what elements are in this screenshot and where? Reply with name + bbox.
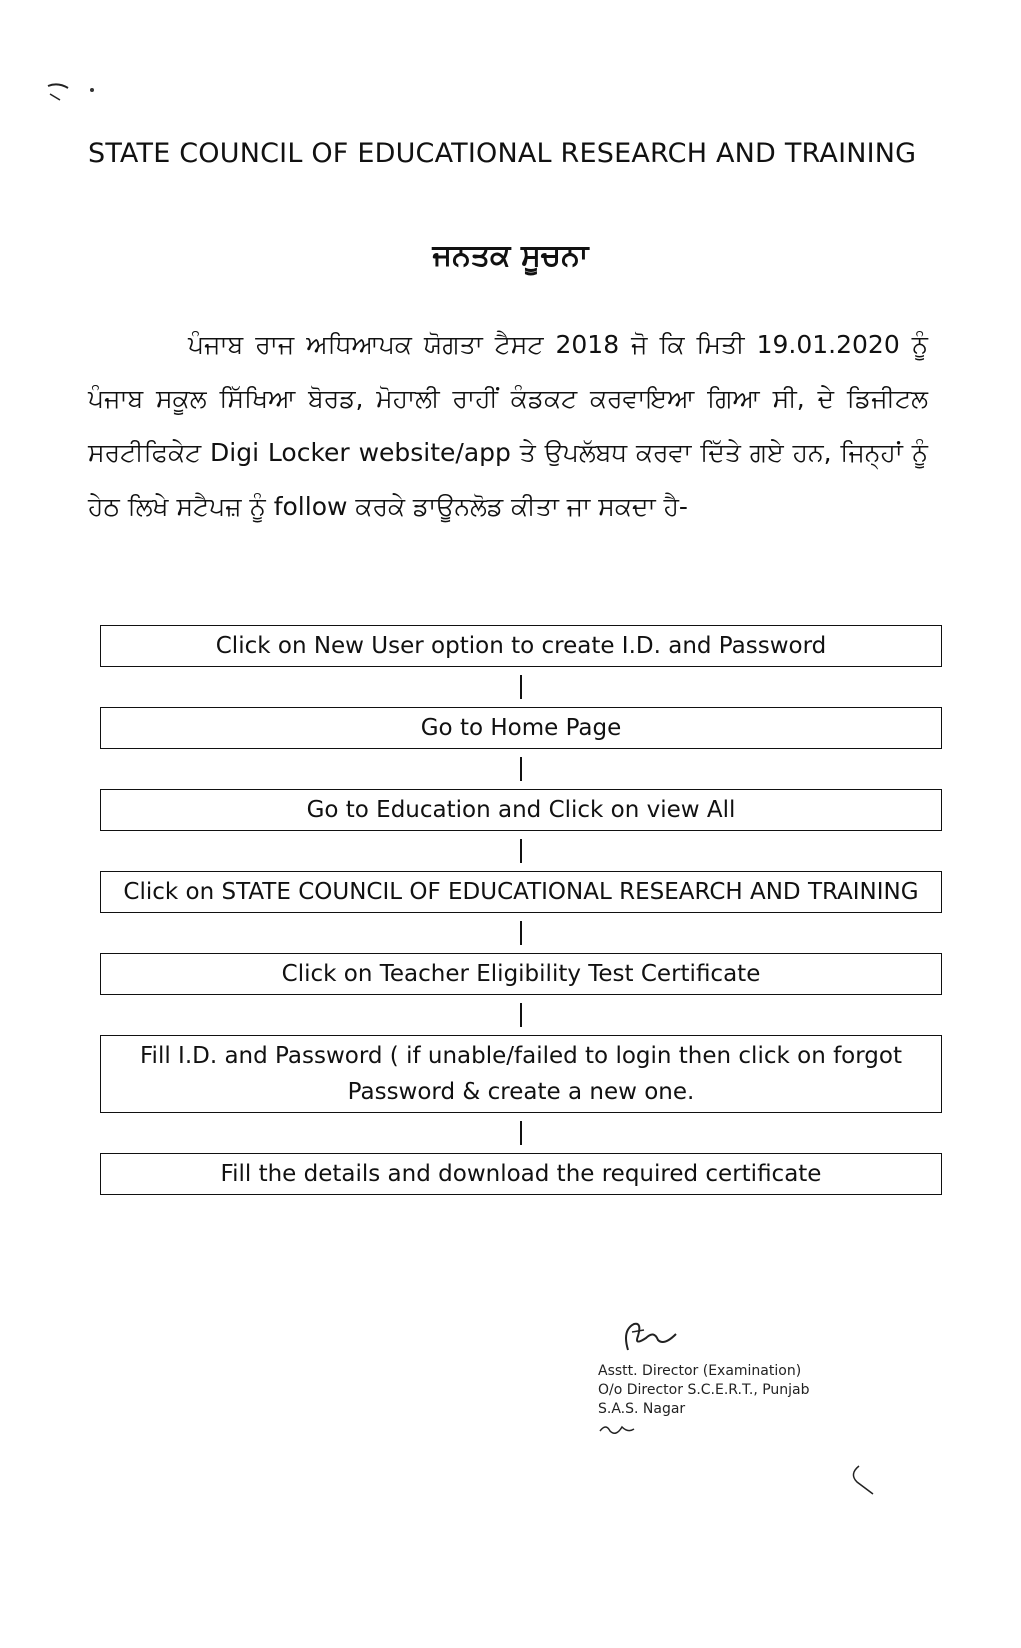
step-connector [520,675,522,699]
step-box-1: Click on New User option to create I.D. and Password [100,625,942,667]
step-box-6: Fill I.D. and Password ( if unable/failed to login then click on forgot Password & create a new one. [100,1035,942,1113]
scan-mark-bottom-right [845,1460,885,1500]
signatory-location: S.A.S. Nagar [598,1401,686,1417]
step-connector [520,1003,522,1027]
signatory-office: O/o Director S.C.E.R.T., Punjab [598,1382,810,1398]
step-box-5: Click on Teacher Eligibility Test Certificate [100,953,942,995]
notice-heading: ਜਨਤਕ ਸੂਚਨਾ [432,238,589,273]
handwritten-signature [598,1312,718,1358]
signatory-designation: Asstt. Director (Examination) [598,1363,802,1379]
initials-mark [598,1419,658,1439]
step-box-7: Fill the details and download the required certificate [100,1153,942,1195]
signature-block [598,1312,858,1443]
step-connector [520,921,522,945]
step-box-3: Go to Education and Click on view All [100,789,942,831]
step-connector [520,1121,522,1145]
step-box-4: Click on STATE COUNCIL OF EDUCATIONAL RESEARCH AND TRAINING [100,871,942,913]
notice-paragraph: ਪੰਜਾਬ ਰਾਜ ਅਧਿਆਪਕ ਯੋਗਤਾ ਟੈਸਟ 2018 ਜੋ ਕਿ ਮਿਤੀ 19.01.2020 ਨੂੰ ਪੰਜਾਬ ਸਕੂਲ ਸਿੱਖਿਆ ਬੋਰਡ, ਮੋਹਾਲੀ ਰਾਹੀਂ ਕੰਡਕਟ ਕਰਵਾਇਆ ਗਿਆ ਸੀ, ਦੇ ਡਿਜੀਟਲ ਸਰਟੀਫਿਕੇਟ Digi Locker website/app ਤੇ ਉਪਲੱਬਧ ਕਰਵਾ ਦਿੱਤੇ ਗਏ ਹਨ, ਜਿਨ੍ਹਾਂ ਨੂੰ ਹੇਠ ਲਿਖੇ ਸਟੈਪਜ਼ ਨੂੰ follow ਕਰਕੇ ਡਾਊਨਲੋਡ ਕੀਤਾ ਜਾ ਸਕਦਾ ਹੈ- [88,330,928,521]
scan-mark-top-left [40,68,110,108]
step-connector [520,757,522,781]
document-title: STATE COUNCIL OF EDUCATIONAL RESEARCH AND TRAINING [88,138,917,169]
steps-flowchart [100,625,942,1195]
step-connector [520,839,522,863]
step-box-2: Go to Home Page [100,707,942,749]
